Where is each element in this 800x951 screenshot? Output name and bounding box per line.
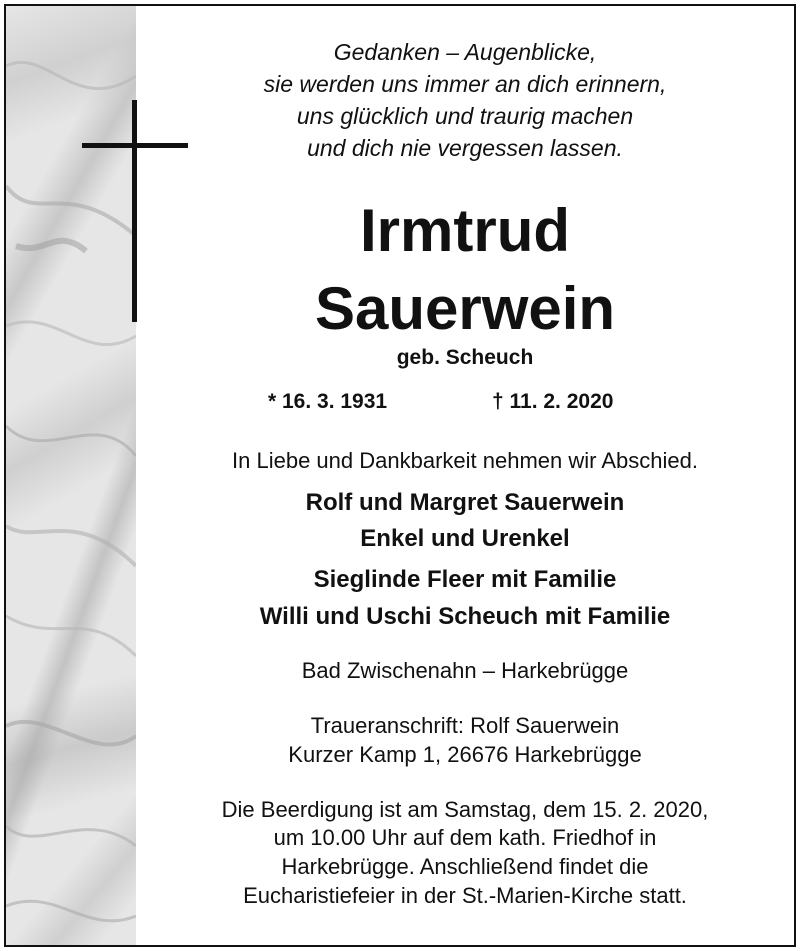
obituary-content bbox=[136, 6, 794, 945]
obituary-card bbox=[4, 4, 796, 947]
mourner-line: Willi und Uschi Scheuch mit Familie bbox=[259, 603, 671, 630]
funeral-line: Harkebrügge. Anschließend findet die bbox=[281, 854, 649, 879]
birth-date: * 16. 3. 1931 bbox=[268, 390, 388, 413]
address-line: Traueranschrift: Rolf Sauerwein bbox=[310, 713, 620, 738]
mourner-line: Sieglinde Fleer mit Familie bbox=[313, 566, 617, 593]
address-line: Kurzer Kamp 1, 26676 Harkebrügge bbox=[288, 742, 642, 767]
funeral-line: Die Beerdigung ist am Samstag, dem 15. 2. 2020, bbox=[221, 797, 709, 822]
poem bbox=[136, 36, 794, 164]
maiden-name: geb. Scheuch bbox=[396, 346, 534, 369]
farewell-text: In Liebe und Dankbarkeit nehmen wir Abschied. bbox=[232, 448, 698, 473]
mourner-line: Rolf und Margret Sauerwein bbox=[305, 489, 625, 516]
death-date: † 11. 2. 2020 bbox=[492, 390, 614, 413]
places-text: Bad Zwischenahn – Harkebrügge bbox=[301, 658, 629, 683]
deceased-first-name: Irmtrud bbox=[360, 197, 570, 264]
funeral-line: um 10.00 Uhr auf dem kath. Friedhof in bbox=[273, 825, 657, 850]
poem-line: Gedanken – Augenblicke, bbox=[333, 39, 597, 65]
deceased-last-name: Sauerwein bbox=[314, 275, 616, 342]
poem-line: uns glücklich und traurig machen bbox=[296, 103, 634, 129]
poem-line: sie werden uns immer an dich erinnern, bbox=[263, 71, 667, 97]
poem-line: und dich nie vergessen lassen. bbox=[307, 135, 623, 161]
mourner-line: Enkel und Urenkel bbox=[360, 525, 570, 552]
funeral-line: Eucharistiefeier in der St.-Marien-Kirche statt. bbox=[243, 883, 687, 908]
